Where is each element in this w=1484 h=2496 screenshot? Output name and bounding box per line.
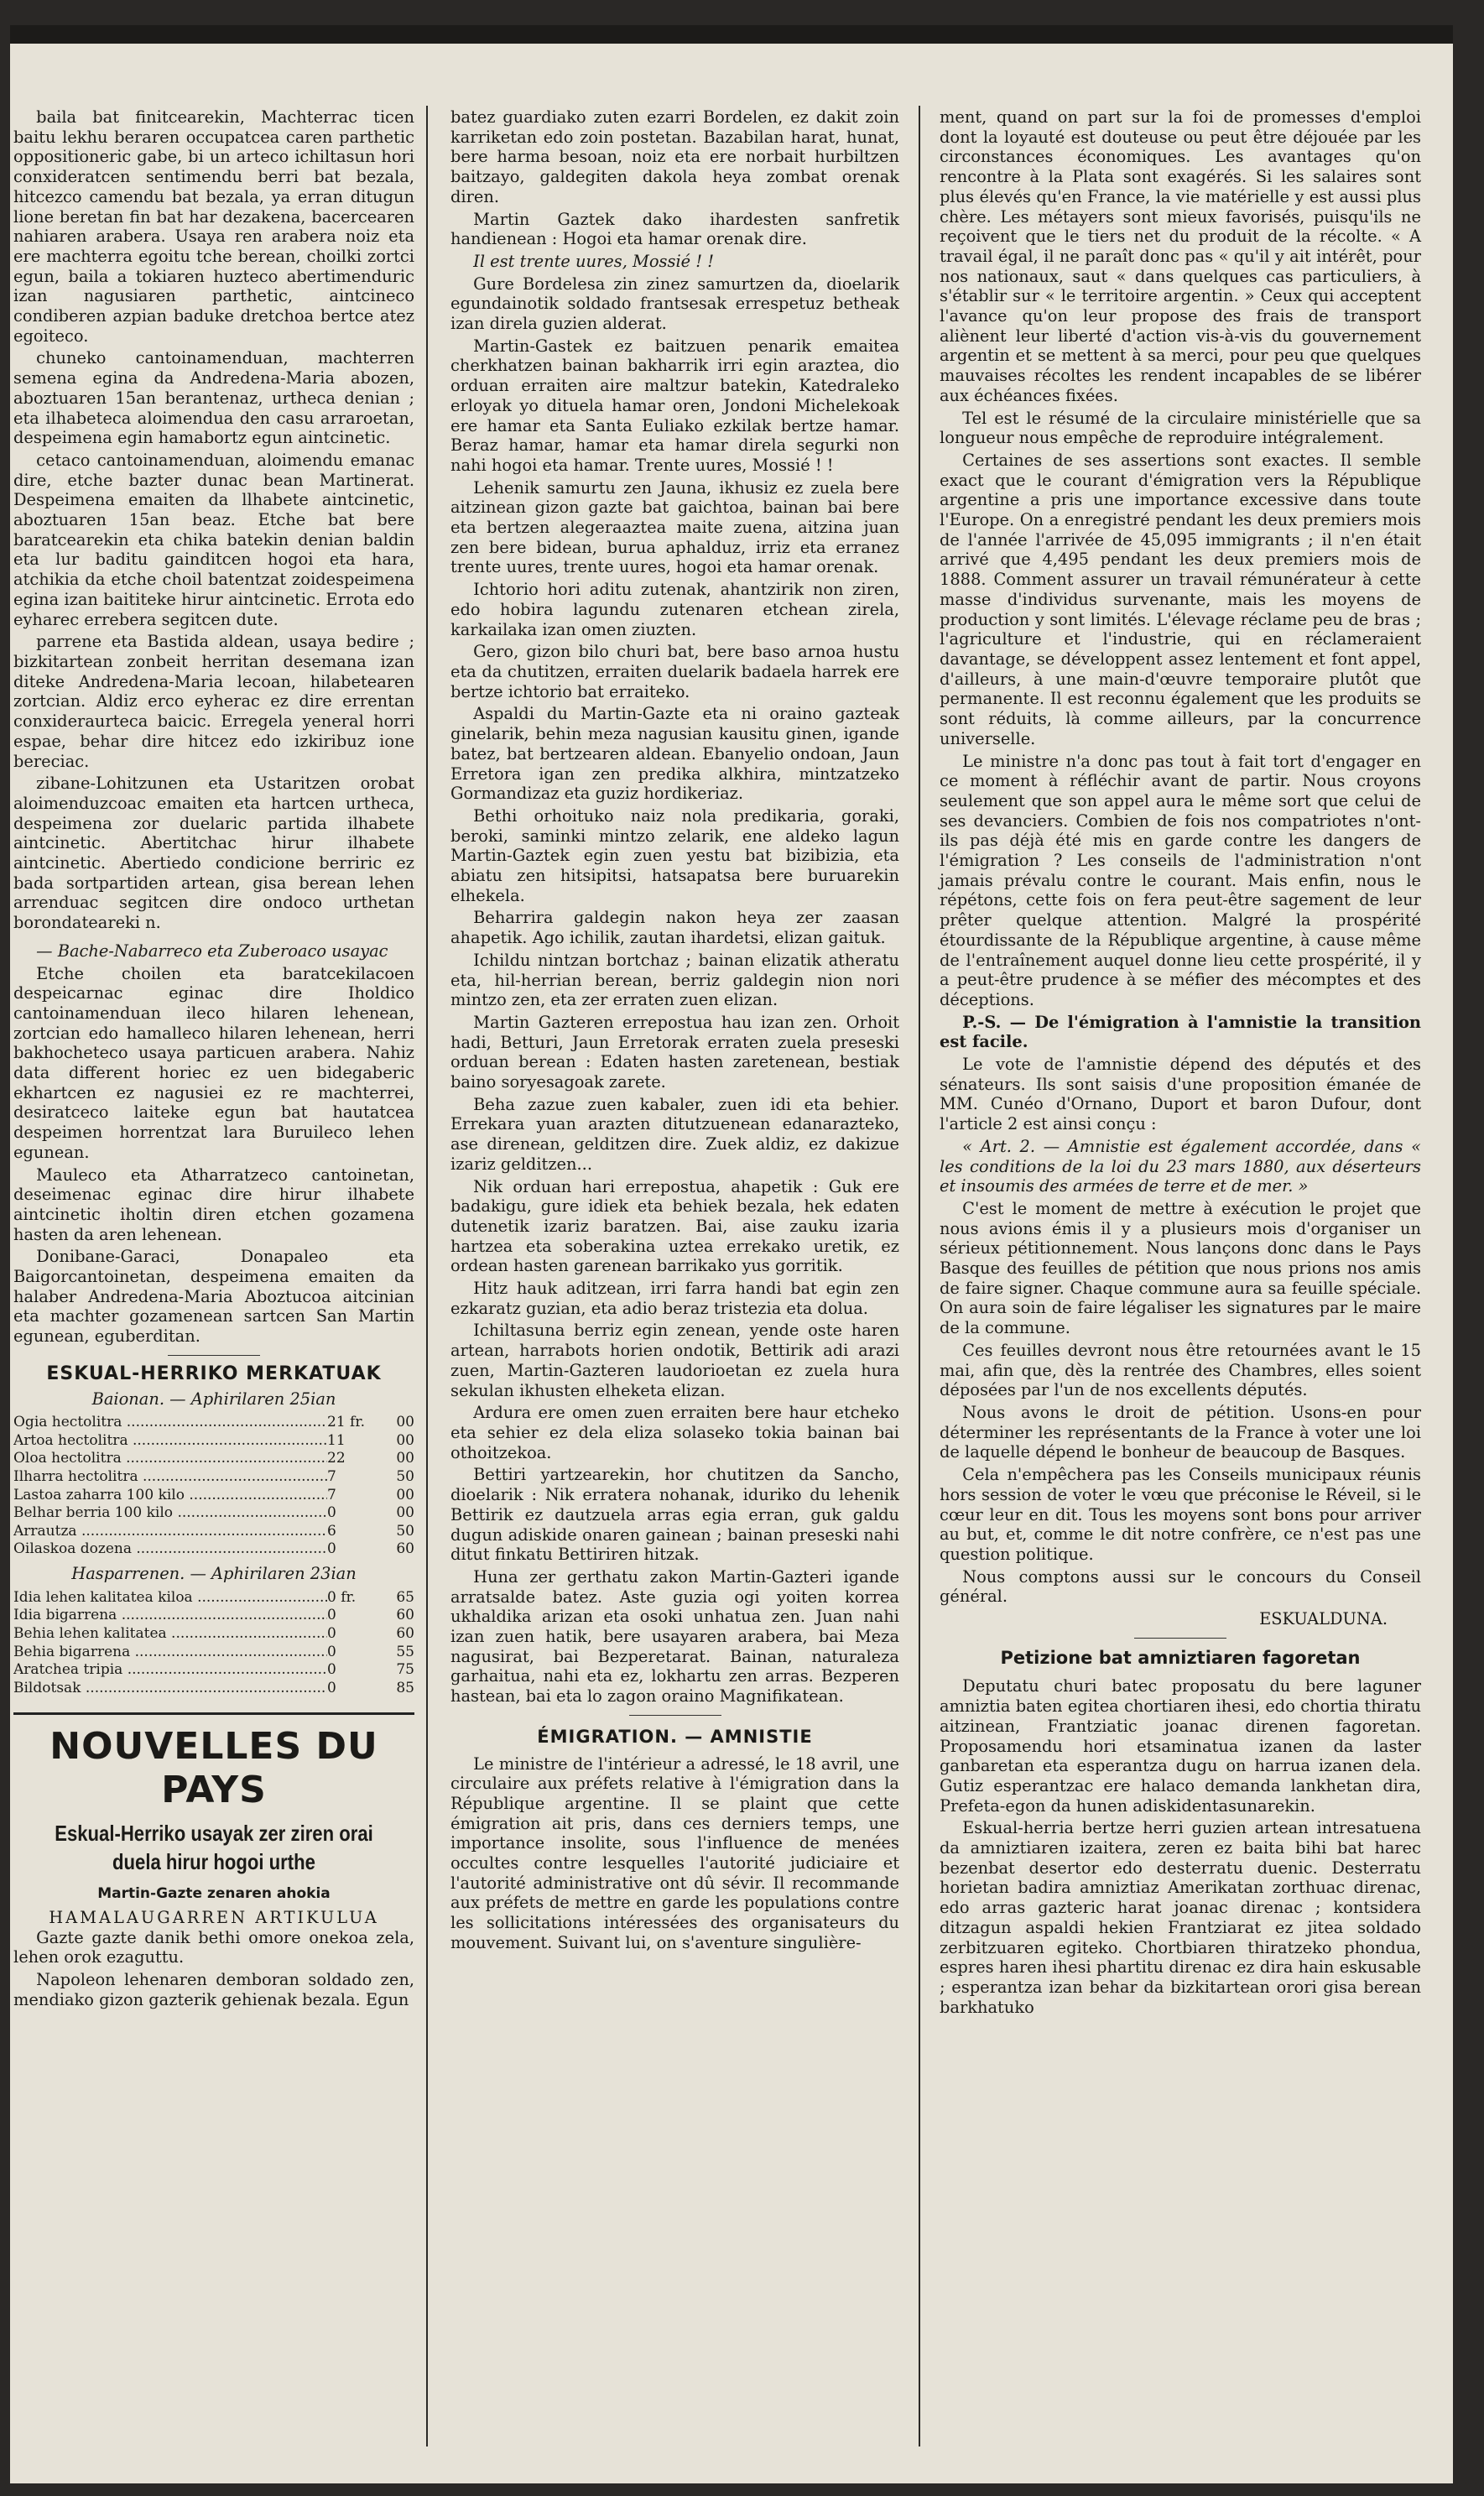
market-price: 0 fr.	[327, 1588, 357, 1606]
paragraph: Bethi orhoituko naiz nola predikaria, goraki, beroki, saminki mintzo zelarik, ene aldeko lagun Martin-Gaztek egin zuen yestu bat bizibizia, eta abiatu zen hitsipitsi, hatsapatsa bere buruarekin elhekela.	[450, 805, 899, 905]
paragraph: Martin-Gastek ez baitzuen penarik emaitea cherkhatzen bainan bakharrik irri egin araztea, dio orduan erraiten aire maltzur batekin, Katedraleko erloyak yo dituela hamar oren, Jondoni Michelekoak ere hamar eta Santa Euliako ezkilak bertze hamar. Beraz hamar, hamar eta hamar direla segurki non nahi hogoi eta hamar. Trente uures, Mossié ! !	[450, 336, 899, 475]
paragraph: Il est trente uures, Mossié ! !	[473, 251, 715, 271]
paragraph: Eskual-herria bertze herri guzien artean intresatuena da amniztiaren izaitera, zeren ez baita bihi bat harec bezenbat desertor edo desterratu duenic. Desterratu horietan badira amniztiaz Amerikatan zorthuac direnac, edo arras gazteric harat joanac direnac ; kontsidera ditzagun aspaldi hekien Frantziarat ez jitea soldado zerbitzuaren egiteko. Chortbiaren thiratzeko phondua, espres haren ihesi phartitu direnac ez dira hain eskusable ; esperantza izan behar da bizkitartean orori gisa berean barkhatuko	[940, 1818, 1421, 2017]
paragraph: chuneko cantoinamenduan, machterren semena egina da Andredena-Maria abozen, aboztuaren 15an berantenaz, urtheca denian ; eta ilhabeteca aloimendua den casu arraroetan, despeimena egin hamabortz egun aintcinetic.	[13, 348, 414, 448]
market-cents: 50	[396, 1522, 414, 1540]
market-item: Behia lehen kalitatea .....	[13, 1625, 327, 1644]
market-cents: 75	[396, 1661, 414, 1679]
market-item: Ilharra hectolitra .....	[13, 1468, 327, 1487]
article-title: Martin-Gazte zenaren ahokia	[97, 1885, 331, 1903]
market-item: Arrautza .....	[13, 1523, 327, 1541]
market-row	[13, 1432, 414, 1451]
paragraph: Donibane-Garaci, Donapaleo eta Baigorcantoinetan, despeimena emaiten da halaber Andredena-Maria Aboztucoa aitcinian eta machter gozamenean sartcen San Martin egunean, eguberditan.	[13, 1247, 414, 1347]
column-rule	[426, 106, 428, 2446]
paragraph: Le ministre n'a donc pas tout à fait tort d'engager en ce moment à réfléchir avant de partir. Nous croyons seulement que son appel aura le même sort que celui de ses devanciers. Combien de fois nos compatriotes n'ont-ils pas déjà été mis en garde contre les dangers de l'émigration ? Les conseils de l'administration n'ont jamais prévalu contre le courant. Mais enfin, nous le répétons, cette fois on fera peut-être sagement de leur prêter quelque attention. Malgré la prospérité étourdissante de la République argentine, à cause même de l'entraînement auquel donne lieu cette prospérité, il y a peut-être prudence à se méfier des mécomptes et des déceptions.	[940, 751, 1421, 1009]
market-cents: 00	[396, 1450, 414, 1467]
paragraph: Ichtorio hori aditu zutenak, ahantzirik non ziren, edo hobira lagundu zutenaren etchean zirela, karkailaka izan omen ziuzten.	[450, 580, 899, 639]
market-list	[13, 1414, 414, 1559]
paragraph: Huna zer gerthatu zakon Martin-Gazteri igande arratsalde batez. Aste guzia ogi yoiten korrea ukhaldika arizan eta osoki unhatua zen. Juan nahi izan zuen hatik, bere usayaren arabera, bai Meza nagusirat, bai Bezperetarat. Bainan, naturaleza garhaitua, nahi eta ez, lokhartu zen arras. Bezperen hastean, bai eta lo zagon oraino Magnifikatean.	[450, 1566, 899, 1707]
paragraph: baila bat finitcearekin, Machterrac ticen baitu lekhu beraren occupatcea caren parthetic oppositioneric gabe, bi un arteco ichiltasun hori conxideratcen sentimendu berri bat bezala, hitcezco camendu bat bezala, ya erran ditugun lione beretan fin bat har dezakena, bacercearen nahiaren arabera. Usaya ren arabera noiz eta ere machterra egoitu tche berean, choilki zortci egun, baila a tokiaren huzteco abertimenduric izan nagusiaren parthetic, aintcineco condiberen azpian baduke dretchoa bertce atez egoiteco.	[13, 107, 414, 346]
market-cents: 00	[396, 1504, 414, 1522]
market-row	[13, 1487, 414, 1505]
paragraph: ment, quand on part sur la foi de promesses d'emploi dont la loyauté est douteuse ou peut être déjouée par les circonstances économiques. Les avantages qu'on rencontre à la Plata sont exagérés. Si les salaires sont plus élevés qu'en France, la vie matérielle y est aussi plus chère. Les métayers sont mieux favorisés, puisqu'ils ne reçoivent que le tiers net du produit de la récolte. « A travail égal, il ne paraît donc pas « qu'il y ait intérêt, pour nos nationaux, saut « dans quelques cas particuliers, à s'établir sur « le territoire argentin. » Ceux qui acceptent l'avance qu'on leur propose des frais de transport aliènent leur liberté d'action vis-à-vis du gouvernement argentin et se mettent à sa merci, pour peu que quelques mauvaises récoltes les rendent incapables de se libérer aux échéances fixées.	[940, 107, 1421, 405]
market-row	[13, 1504, 414, 1523]
market-item: Aratchea tripia .....	[13, 1661, 327, 1680]
chapter-heading: HAMALAUGARREN ARTIKULUA	[49, 1908, 379, 1928]
market-item: Bildotsak .....	[13, 1680, 327, 1698]
market-row	[13, 1523, 414, 1541]
market-cents: 60	[396, 1624, 414, 1642]
paragraph: Mauleco eta Atharratzeco cantoinetan, deseimenac eginac dire hirur ilhabete aintcinetic iholtin diren etchen gozamena hasten da aren lehenean.	[13, 1165, 414, 1244]
market-price: 0	[327, 1679, 336, 1696]
market-item: Behia bigarrena .....	[13, 1644, 327, 1662]
market-price: 0	[327, 1504, 336, 1522]
paragraph: Ardura ere omen zuen erraiten bere haur etcheko eta sehier ez dela eliza solaseko tokia bainan bai othoitzekoa.	[450, 1403, 899, 1462]
market-cents: 50	[396, 1468, 414, 1486]
paragraph: Le ministre de l'intérieur a adressé, le 18 avril, une circulaire aux préfets relative à l'émigration dans la République argentine. Il se plaint que cette émigration ait pris, dans ces derniers temps, une importance insolite, sous l'influence de menées occultes contre lesquelles l'autorité judiciaire et l'autorité administrative ont dû sévir. Il recommande aux préfets de mettre en garde les populations contre les sollicitations intéressées des organisateurs du mouvement. Suivant lui, on s'aventure singulière-	[450, 1753, 899, 1952]
paragraph: batez guardiako zuten ezarri Bordelen, ez dakit zoin karriketan edo zoin postetan. Bazabilan harat, hunat, bere harma besoan, noiz eta ere norbait hurbiltzen baitzayo, galdegiten dakola heya zombat orenak diren.	[450, 107, 899, 206]
paragraph: Lehenik samurtu zen Jauna, ikhusiz ez zuela bere aitzinean gizon gazte bat gaichtoa, bainan bai bere eta bertzen alegeraaztea maite zuena, aitzina juan zen bere bidean, burua aphalduz, irriz eta erranez trente uures, trente uures, hogoi eta hamar orenak.	[450, 477, 899, 577]
section-subtitle: Eskual-Herriko usayak zer ziren orai duela hirur hogoi urthe	[55, 1821, 373, 1875]
divider	[168, 1355, 260, 1356]
market-item: Oloa hectolitra .....	[13, 1450, 327, 1468]
market-item: Belhar berria 100 kilo .....	[13, 1504, 327, 1523]
market-row	[13, 1540, 414, 1559]
paragraph: Certaines de ses assertions sont exactes. Il semble exact que le courant d'émigration vers la République argentine a pris une importance excessive dans toute l'Europe. On a enregistré pendant les deux premiers mois de l'année l'arrivée de 45,095 immigrants ; il n'en était arrivé que 4,495 pendant les deux premiers mois de 1888. Comment assurer un travail rémunérateur à cette masse d'individus survenante, mais les moyens de production y sont limités. L'élevage réclame peu de bras ; l'agriculture et l'industrie, qui en réclameraient davantage, se développent assez lentement et font appel, d'ailleurs, à une main-d'œuvre temporaire plutôt que permanente. Il est reconnu également que les produits se sont réduits, là comme ailleurs, par la concurrence universelle.	[940, 450, 1421, 748]
market-cents: 00	[396, 1431, 414, 1449]
paragraph: Gero, gizon bilo churi bat, bere baso arnoa hustu eta da chutitzen, erraiten duelarik badaela harrek ere bertze ichtorio bat erraiteko.	[450, 642, 899, 701]
market-cents: 00	[396, 1486, 414, 1503]
market-row	[13, 1680, 414, 1698]
paragraph: Beharrira galdegin nakon heya zer zaasan ahapetik. Ago ichilik, zautan ihardetsi, elizan gaituk.	[450, 908, 899, 948]
section-title: NOUVELLES DU PAYS	[13, 1712, 414, 1812]
column-rule	[919, 106, 920, 2446]
paragraph: Ces feuilles devront nous être retournées avant le 15 mai, afin que, dès la rentrée des Chambres, elles soient déposées par l'un de nos excellents députés.	[940, 1340, 1421, 1400]
divider	[629, 1715, 721, 1716]
market-cents: 60	[396, 1607, 414, 1624]
market-cents: 55	[396, 1643, 414, 1660]
paragraph: Ichiltasuna berriz egin zenean, yende oste haren artean, harrabots horien ondotik, Bettirik adi arazi zuen, Martin-Gazteren laudorioetan ez zuela hura sekulan ikhusten elheketa elizan.	[450, 1321, 899, 1400]
paragraph: Le vote de l'amnistie dépend des députés et des sénateurs. Ils sont saisis d'une proposition émanée de MM. Cunéo d'Ornano, Duport et baron Dufour, dont l'article 2 est ainsi conçu :	[940, 1055, 1421, 1134]
paragraph: Martin Gazteren errepostua hau izan zen. Orhoit hadi, Betturi, Jaun Erretorak erraten zuela preseski orduan berean : Edaten hasten zaretenean, bestiak baino soryesagoak zarete.	[450, 1012, 899, 1092]
market-price: 21 fr.	[327, 1414, 365, 1431]
paragraph: C'est le moment de mettre à exécution le projet que nous avions émis il y a plusieurs mois d'organiser un sérieux pétitionnement. Nous lançons donc dans le Pays Basque des feuilles de pétition que nous prions nos amis de faire signer. Chaque commune aura sa feuille spéciale. On aura soin de faire légaliser les signatures par le maire de la commune.	[940, 1198, 1421, 1338]
market-row	[13, 1607, 414, 1625]
market-item: Lastoa zaharra 100 kilo .....	[13, 1487, 327, 1505]
paragraph: Aspaldi du Martin-Gazte eta ni oraino gazteak ginelarik, behin meza nagusian kausitu ginen, igande batez, bat bertzearen aldean. Ebanyelio ondoan, Jaun Erretora igan zen predika alkhira, mintzatzeko Gormandizaz eta guziz hordikeriaz.	[450, 704, 899, 804]
market-row	[13, 1589, 414, 1608]
paragraph: Nik orduan hari errepostua, ahapetik : Guk ere badakigu, gure idiek eta behiek bezala, hek edaten dutenetik izariz baratzen. Bai, aise zauku izaria hartzea eta soberakina uztea errekako uretik, ez ordean hasten garenean barrikako yus gorritik.	[450, 1176, 899, 1276]
paragraph: Napoleon lehenaren demboran soldado zen, mendiako gizon gazterik gehienak bezala. Egun	[13, 1970, 414, 2009]
market-price: 0	[327, 1607, 336, 1624]
market-subtitle: Hasparrenen. — Aphirilaren 23ian	[71, 1564, 357, 1584]
market-title: ESKUAL-HERRIKO MERKATUAK	[46, 1363, 382, 1384]
market-item: Idia lehen kalitatea kiloa .....	[13, 1589, 327, 1608]
market-list	[13, 1589, 414, 1698]
section-byline: — Bache-Nabarreco eta Zuberoaco usayac	[36, 941, 388, 961]
paragraph: Tel est le résumé de la circulaire ministérielle que sa longueur nous empêche de reproduire intégralement.	[940, 408, 1421, 448]
market-row	[13, 1450, 414, 1468]
paragraph: parrene eta Bastida aldean, usaya bedire ; bizkitartean zonbeit herritan desemana izan diteke Andredena-Maria lecoan, hilabetearen zortcian. Aldiz erco eyherac ez dire errentan conxideraurteca baicic. Erregela yeneral horri espae, behar dire hitcez edo izkiribuz ione bereciac.	[13, 632, 414, 771]
paragraph: Deputatu churi batec proposatu du bere laguner amniztia baten egitea chortiaren ihesi, edo chortia thiratu aitzinean, Frantziatic joanac direnen fagoretan. Proposamendu hori etsaminatua izanen da laster ganbaretan eta esperantza dugu on harrua izanen dela. Gutiz esperantzac ere halaco demanda lankhetan dira, Prefeta-egon da hunen adiskidentasunarekin.	[940, 1676, 1421, 1816]
paragraph: Cela n'empêchera pas les Conseils municipaux réunis hors session de voter le vœu que préconise le Réveil, si le cœur leur en dit. Tous les moyens sont bons pour arriver au but, et, comme le dit notre confrère, ce n'est pas une question politique.	[940, 1465, 1421, 1564]
market-row	[13, 1468, 414, 1487]
paragraph: Bettiri yartzearekin, hor chutitzen da Sancho, dioelarik : Nik erratera nohanak, iduriko du lehenik Bettirik ez dautzuela arras egia erran, guk galdu dugun adiskide onaren gainean ; bainan preseski nahi ditut finkatu Bettiriren hitzak.	[450, 1465, 899, 1565]
paragraph: Nous avons le droit de pétition. Usons-en pour déterminer les représentants de la France à voter une loi de laquelle dépend le bonheur de beaucoup de Basques.	[940, 1403, 1421, 1462]
paragraph: Hitz hauk aditzean, irri farra handi bat egin zen ezkaratz guzian, eta adio beraz tristezia eta dolua.	[450, 1279, 899, 1318]
divider	[1134, 1638, 1226, 1639]
market-subtitle: Baionan. — Aphirilaren 25ian	[91, 1389, 336, 1409]
market-cents: 65	[396, 1588, 414, 1606]
column-1	[13, 107, 414, 2013]
paragraph: Nous comptons aussi sur le concours du Conseil général.	[940, 1566, 1421, 1607]
paragraph: zibane-Lohitzunen eta Ustaritzen orobat aloimenduzcoac emaiten eta hartcen urtheca, despeimena zor duelaric partida ilhabete aintcinetic. Abertitchac hirur ilhabete aintcinetic. Abertiedo condicione berriric ez bada sortpartiden artean, gisa berean lehen arrenduac segitcen dire ondoco urthetan borondateareki n.	[13, 774, 414, 933]
market-item: Oilaskoa dozena .....	[13, 1540, 327, 1559]
article-title: Petizione bat amniztiaren fagoretan	[1000, 1647, 1361, 1668]
market-price: 0	[327, 1643, 336, 1660]
paragraph: P.-S. — De l'émigration à l'amnistie la transition est facile.	[940, 1012, 1421, 1052]
market-row	[13, 1625, 414, 1644]
market-item: Artoa hectolitra .....	[13, 1432, 327, 1451]
paragraph: Gure Bordelesa zin zinez samurtzen da, dioelarik egundainotik soldado frantsesak errespetuz betheak izan direla guzien alderat.	[450, 274, 899, 334]
market-cents: 00	[396, 1414, 414, 1431]
paragraph: Martin Gaztek dako ihardesten sanfretik handienean : Hogoi eta hamar orenak dire.	[450, 209, 899, 249]
market-price: 0	[327, 1624, 336, 1642]
top-edge	[10, 25, 1453, 44]
column-3	[940, 107, 1421, 2019]
paragraph: Etche choilen eta baratcekilacoen despeicarnac eginac dire Iholdico cantoinamenduan ileco hilaren lehenean, zortcian edo hamalleco hilaren lehenean, herri bakhocheteco usaya particuen arabera. Nahiz data different horiec ez uen bidegaberic ekhartcen ez nagusiei ez re machterrei, desiratceco laiteke egun bat hautatcea despeimen horrentzat lara Buruileco lehen egunean.	[13, 963, 414, 1162]
market-price: 7	[327, 1468, 336, 1486]
market-price: 11	[327, 1431, 346, 1449]
market-price: 22	[327, 1450, 346, 1467]
market-item: Idia bigarrena .....	[13, 1607, 327, 1625]
market-row	[13, 1414, 414, 1432]
market-price: 7	[327, 1486, 336, 1503]
paragraph: Gazte gazte danik bethi omore onekoa zela, lehen orok ezaguttu.	[13, 1927, 414, 1967]
article-title: ÉMIGRATION. — AMNISTIE	[537, 1726, 813, 1747]
market-price: 0	[327, 1540, 336, 1558]
signature: ESKUALDUNA.	[1259, 1609, 1388, 1629]
market-cents: 60	[396, 1540, 414, 1558]
paragraph: Ichildu nintzan bortchaz ; bainan elizatik atheratu eta, hil-herrian berean, berriz galdegin nion nori mintzo zen, eta zer erraten zuen elizan.	[450, 950, 899, 1010]
paragraph: Beha zazue zuen kabaler, zuen idi eta behier. Errekara yuan arazten ditutzuenean edanarazteko, ase direnean, gelditzen dire. Zuek aldiz, ez dakizue izariz gelditzen...	[450, 1094, 899, 1174]
paragraph: cetaco cantoinamenduan, aloimendu emanac dire, etche bazter dunac bean Martinerat. Despeimena emaiten da llhabete aintcinetic, aboztuaren 15an beaz. Etche bat bere baratcearekin eta chika batekin denian baldin eta lur baditu gainditcen hogoi eta hara, atchikia da etche choil batentzat zoidespeimena egina izan baititeke hirur aintcinetic. Errota edo eyharec errebera segitcen dute.	[13, 450, 414, 629]
market-row	[13, 1644, 414, 1662]
paragraph: « Art. 2. — Amnistie est également accordée, dans « les conditions de la loi du 23 mars 1880, aux déserteurs et insoumis des armées de terre et de mer. »	[940, 1136, 1421, 1196]
market-item: Ogia hectolitra .....	[13, 1414, 327, 1432]
market-row	[13, 1661, 414, 1680]
market-price: 6	[327, 1522, 336, 1540]
newspaper-page	[10, 25, 1453, 2483]
column-2	[450, 107, 899, 1956]
market-cents: 85	[396, 1679, 414, 1696]
market-price: 0	[327, 1661, 336, 1679]
